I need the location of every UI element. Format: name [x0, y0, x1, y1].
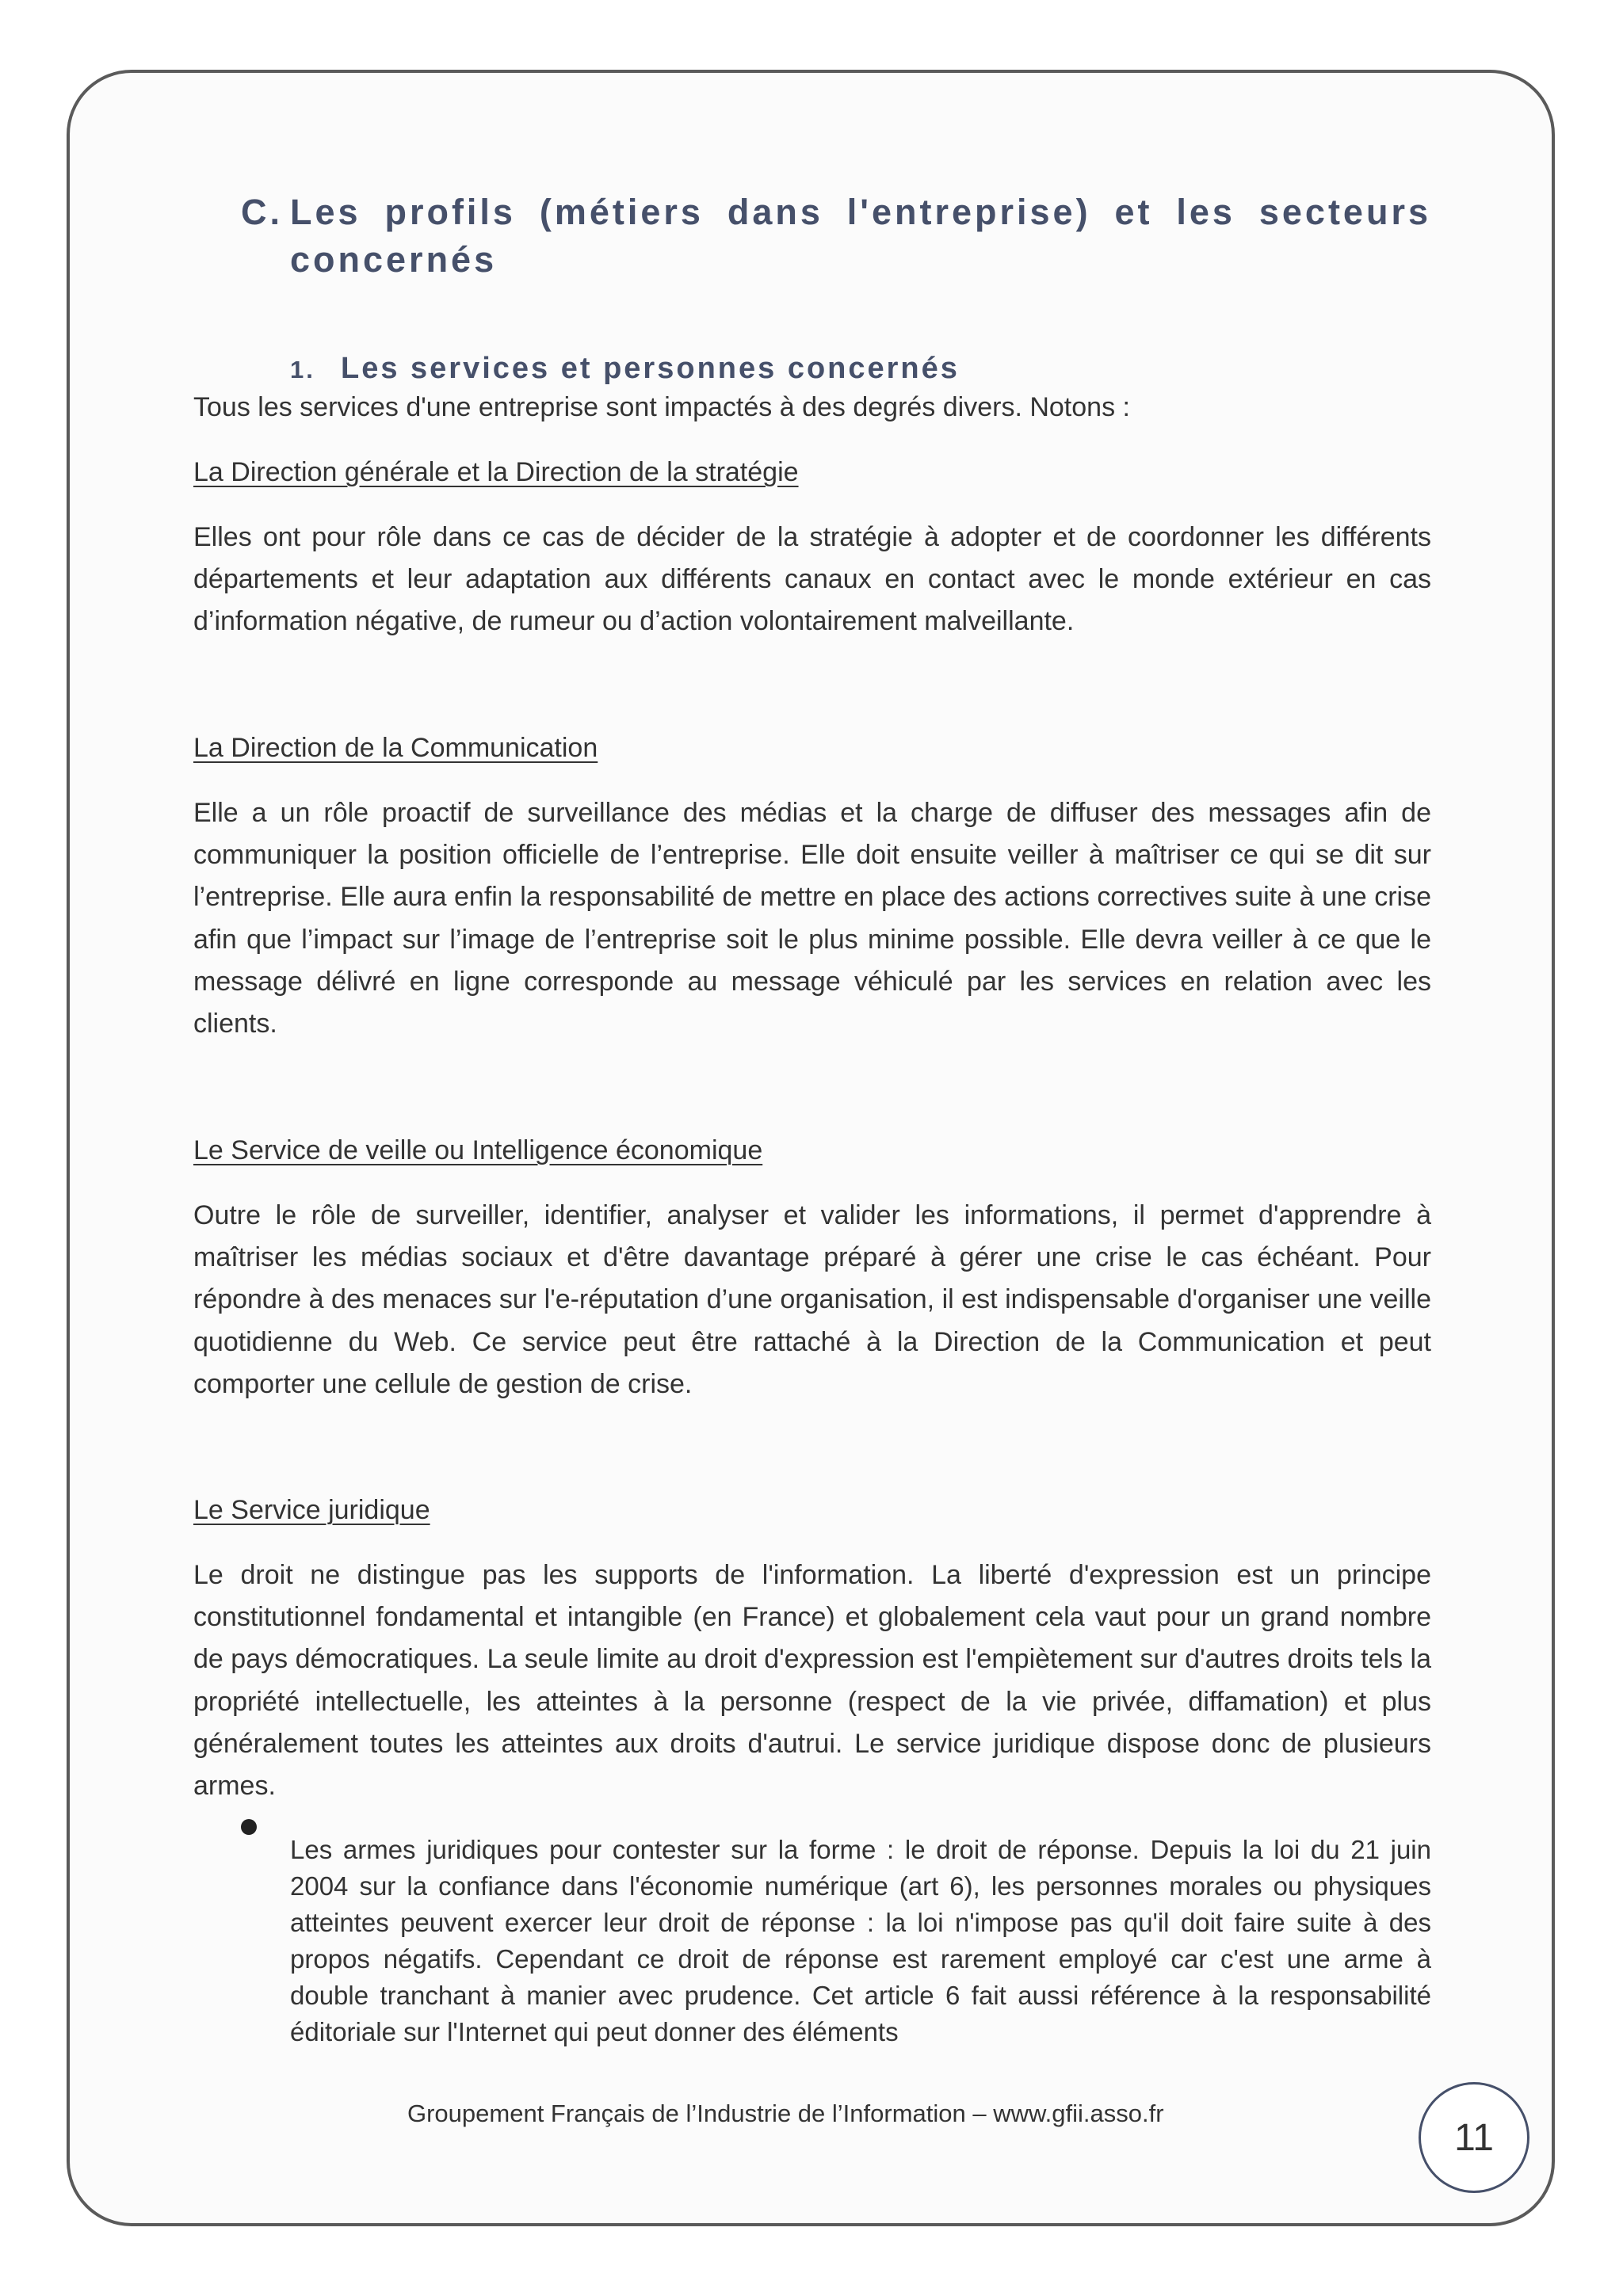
- subsection-title: Les services et personnes concernés: [341, 352, 960, 385]
- subsection-heading: [290, 349, 960, 390]
- block-text-service-veille: Outre le rôle de surveiller, identifier, analyser et valider les informations, il permet d'apprendre à maîtriser les médias sociaux et d'être davantage préparé à gérer une crise le cas échéant. Pour répondre à des menaces sur l'e-réputation d’une organisation, il est indispensable d'organiser une veille quotidienne du Web. Ce service peut être rattaché à la Direction de la Communication et peut comporter une cellule de gestion de crise.: [193, 1200, 1431, 1399]
- list-item: Les armes juridiques pour contester sur la forme : le droit de réponse. Depuis la loi du 21 juin 2004 sur la confiance dans l'économie numérique (art 6), les personnes morales ou physiques atteintes peuvent exercer leur droit de réponse : la loi n'impose pas qu'il doit faire suite à des propos négatifs. Cependant ce droit de réponse est rarement employé car c'est une arme à double tranchant à manier avec prudence. Cet article 6 fait aussi référence à la responsabilité éditoriale sur l'Internet qui peut donner des éléments: [290, 1835, 1431, 2046]
- block-heading-direction-generale: La Direction générale et la Direction de la stratégie: [193, 457, 799, 487]
- page-footer: Groupement Français de l’Industrie de l’Information – www.gfii.asso.fr: [407, 2100, 1164, 2127]
- subsection-number: 1.: [290, 356, 315, 383]
- intro-paragraph: Tous les services d'une entreprise sont impactés à des degrés divers. Notons :: [193, 392, 1130, 422]
- block-heading-service-juridique: Le Service juridique: [193, 1495, 430, 1525]
- section-heading: [241, 189, 1431, 284]
- block-text-service-juridique: Le droit ne distingue pas les supports de l'information. La liberté d'expression est un principe constitutionnel fondamental et intangible (en France) et globalement cela vaut pour un grand nombre de pays démocratiques. La seule limite au droit d'expression est l'empiètement sur d'autres droits tels la propriété intellectuelle, les atteintes à la personne (respect de la vie privée, diffamation) et plus généralement toutes les atteintes aux droits d'autrui. Le service juridique dispose donc de plusieurs armes.: [193, 1560, 1431, 1802]
- block-text-direction-generale: Elles ont pour rôle dans ce cas de décider de la stratégie à adopter et de coordonner les différents départements et leur adaptation aux différents canaux en contact avec le monde extérieur en cas d’information négative, de rumeur ou d’action volontairement malveillante.: [193, 522, 1431, 637]
- page-number: 11: [1419, 2082, 1529, 2193]
- bullet-dot-icon: [241, 1819, 257, 1835]
- block-heading-service-veille: Le Service de veille ou Intelligence économique: [193, 1135, 763, 1165]
- section-number: C.: [241, 192, 283, 232]
- section-title: Les profils (métiers dans l'entreprise) et les secteurs concernés: [290, 192, 1431, 280]
- block-heading-direction-communication: La Direction de la Communication: [193, 733, 598, 763]
- block-text-direction-communication: Elle a un rôle proactif de surveillance des médias et la charge de diffuser des messages afin de communiquer la position officielle de l’entreprise. Elle doit ensuite veiller à maîtriser ce qui se dit sur l’entreprise. Elle aura enfin la responsabilité de mettre en place des actions correctives suite à une crise afin que l’impact sur l’image de l’entreprise soit le plus minime possible. Elle devra veiller à ce que le message délivré en ligne corresponde au message véhiculé par les services en relation avec les clients.: [193, 798, 1431, 1039]
